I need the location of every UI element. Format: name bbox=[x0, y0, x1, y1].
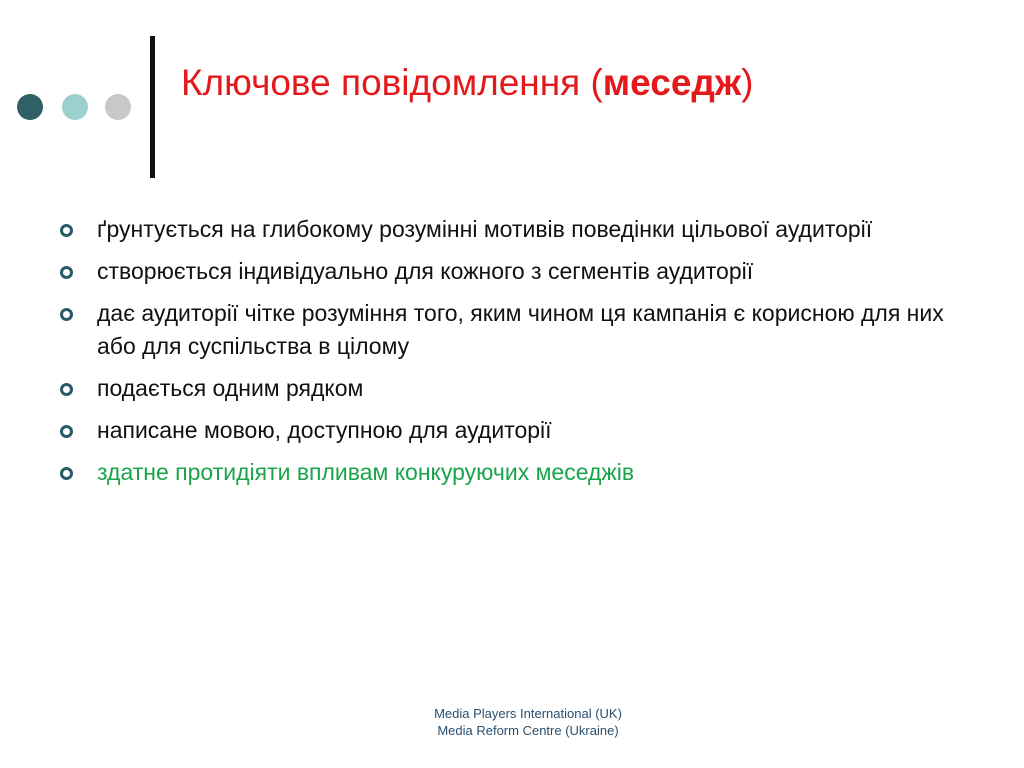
slide-title bbox=[181, 62, 753, 105]
title-divider bbox=[150, 36, 155, 178]
bullet-item bbox=[60, 255, 960, 288]
bullet-item-highlighted bbox=[60, 456, 960, 489]
bullet-item bbox=[60, 414, 960, 447]
bullet-list bbox=[60, 213, 960, 498]
ring-bullet-icon bbox=[60, 266, 73, 279]
title-prefix: Ключове повідомлення ( bbox=[181, 62, 603, 103]
bullet-text: створюється індивідуально для кожного з сегментів аудиторії bbox=[97, 258, 754, 284]
bullet-text: здатне протидіяти впливам конкуруючих меседжів bbox=[97, 459, 635, 485]
decorative-dot-dark bbox=[17, 94, 43, 120]
title-bold-word: меседж bbox=[602, 62, 742, 103]
bullet-text: подається одним рядком bbox=[97, 375, 364, 401]
ring-bullet-icon bbox=[60, 308, 73, 321]
ring-bullet-icon bbox=[60, 224, 73, 237]
footer bbox=[0, 705, 1024, 739]
footer-line-1: Media Players International (UK) bbox=[434, 706, 622, 721]
bullet-text: ґрунтується на глибокому розумінні мотивів поведінки цільової аудиторії bbox=[97, 216, 873, 242]
title-suffix: ) bbox=[741, 62, 754, 103]
bullet-item bbox=[60, 372, 960, 405]
ring-bullet-icon bbox=[60, 467, 73, 480]
bullet-item bbox=[60, 297, 960, 363]
bullet-text: дає аудиторії чітке розуміння того, яким чином ця кампанія є корисною для них або для суспільства в цілому bbox=[97, 300, 944, 359]
ring-bullet-icon bbox=[60, 383, 73, 396]
decorative-dot-grey bbox=[105, 94, 131, 120]
bullet-text: написане мовою, доступною для аудиторії bbox=[97, 417, 552, 443]
decorative-dot-light bbox=[62, 94, 88, 120]
footer-line-2: Media Reform Centre (Ukraine) bbox=[437, 723, 619, 738]
ring-bullet-icon bbox=[60, 425, 73, 438]
bullet-item bbox=[60, 213, 960, 246]
